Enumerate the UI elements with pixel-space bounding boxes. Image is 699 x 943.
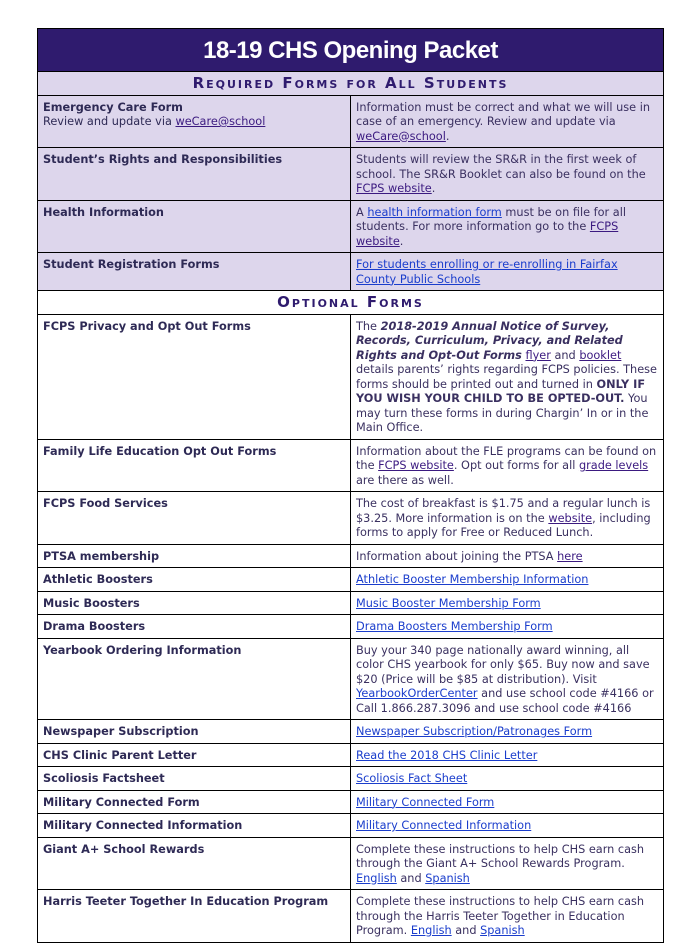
form-title: Family Life Education Opt Out Forms [43,444,277,458]
table-row [38,591,664,615]
link[interactable]: English [410,924,452,937]
link[interactable]: flyer [525,348,551,362]
form-title: Military Connected Information [43,819,243,832]
text: Information must be correct and what we will use in case of an emergency. Review and update via [356,100,651,128]
link[interactable]: Scoliosis Fact Sheet [356,772,468,785]
link[interactable]: FCPS website [378,459,454,472]
text: A [356,205,368,219]
text: , including forms to apply for Free or Reduced Lunch. [356,511,651,539]
link[interactable]: Newspaper Subscription/Patronages Form [356,725,593,738]
table-row [38,720,664,744]
text: details parents’ rights regarding FCPS policies. These forms should be printed out and turned in [356,363,657,391]
form-name [38,439,351,492]
table-row [38,439,664,492]
table-row [38,492,664,545]
form-title: FCPS Privacy and Opt Out Forms [43,319,251,333]
form-name [38,200,351,253]
table-row [38,890,664,943]
form-description [351,439,664,492]
text: Complete these instructions to help CHS earn cash through the Giant A+ School Rewards Program. [356,842,645,870]
table-row [38,743,664,767]
table-row [38,615,664,639]
form-title: Yearbook Ordering Information [43,643,242,657]
table-row [38,767,664,791]
table-row [38,314,664,439]
link[interactable]: health information form [367,205,502,219]
form-description [351,200,664,253]
form-title: FCPS Food Services [43,497,168,510]
form-title: Newspaper Subscription [43,725,199,738]
form-description [351,890,664,943]
form-description [351,767,664,791]
text: You may turn these forms in during Chargin’ In or in the Main Office. [356,392,649,434]
form-description [351,814,664,838]
form-name [38,253,351,291]
form-description [351,591,664,615]
form-description [351,743,664,767]
forms-table [37,28,664,943]
table-row [38,790,664,814]
form-description [351,790,664,814]
table-row [38,837,664,890]
form-title: Scoliosis Factsheet [43,772,165,785]
form-title: PTSA membership [43,549,160,563]
link[interactable]: grade levels [578,459,649,472]
table-row [38,638,664,720]
table-row [38,200,664,253]
opening-packet [37,28,664,943]
form-name [38,720,351,744]
text: and [396,871,426,885]
text: ONLY IF YOU WISH YOUR CHILD TO BE OPTED-OUT. [356,377,646,405]
link[interactable]: booklet [579,348,622,362]
link[interactable]: website [548,511,593,525]
form-name [38,790,351,814]
form-title: Emergency Care Form [43,100,183,114]
link[interactable]: Spanish [480,924,525,937]
text: Students will review the SR&R in the first week of school. The SR&R Booklet can also be found on the [356,153,646,181]
form-name [38,95,351,148]
link[interactable]: Read the 2018 CHS Clinic Letter [356,748,538,762]
text: Buy your 340 page nationally award winning, all color CHS yearbook for only $65. Buy now and save $20 (Price will be $85 at distribution). Visit [356,643,650,686]
form-name [38,492,351,545]
form-subtitle [43,115,345,130]
table-row [38,253,664,291]
form-description [351,253,664,291]
form-description [351,568,664,592]
form-name [38,544,351,568]
form-description [351,837,664,890]
form-name [38,814,351,838]
form-title: Athletic Boosters [43,573,153,586]
form-title: Student’s Rights and Responsibilities [43,153,283,166]
link[interactable]: Spanish [425,871,470,885]
form-title: Drama Boosters [43,620,146,633]
link[interactable]: YearbookOrderCenter [356,687,478,700]
table-row [38,95,664,148]
link[interactable]: Music Booster Membership Form [356,596,541,610]
form-name [38,314,351,439]
text: . Opt out forms for all [453,459,579,472]
text: Complete these instructions to help CHS earn cash through the Harris Teeter Together in Education Program. [356,895,645,937]
link[interactable]: weCare@school [175,115,266,128]
link[interactable]: FCPS website [356,182,432,195]
text: Information about the FLE programs can be found on the [356,444,657,472]
optional-section-header: Optional Forms [38,291,664,315]
text: and [451,924,481,937]
text: Information about joining the PTSA [356,549,558,563]
text: must be on file for all students. For more information go to the [356,205,626,233]
table-row [38,544,664,568]
text: 2018-2019 Annual Notice of Survey, Records, Curriculum, Privacy, and Related Rights and Opt-Out Forms [356,319,623,362]
link[interactable]: Military Connected Form [356,795,495,809]
form-title: Harris Teeter Together In Education Program [43,895,329,908]
form-name [38,767,351,791]
link[interactable]: For students enrolling or re-enrolling in Fairfax County Public Schools [356,258,618,286]
form-description [351,544,664,568]
form-title: Student Registration Forms [43,258,220,271]
link[interactable]: weCare@school [356,129,446,143]
form-description [351,148,664,201]
link[interactable]: Military Connected Information [356,819,532,832]
form-name [38,638,351,720]
form-description [351,638,664,720]
text: . [445,129,450,143]
form-description [351,615,664,639]
form-title: Military Connected Form [43,795,200,809]
form-name [38,615,351,639]
link[interactable]: FCPS website [356,220,619,248]
page-title: 18-19 CHS Opening Packet [38,29,664,72]
form-title: Giant A+ School Rewards [43,842,205,856]
text: Review and update via [43,115,176,128]
form-description [351,492,664,545]
form-description [351,314,664,439]
form-name [38,743,351,767]
form-name [38,591,351,615]
link[interactable]: Athletic Booster Membership Information [356,573,589,586]
form-name [38,568,351,592]
table-row [38,568,664,592]
form-title: Health Information [43,205,164,219]
text: . [399,234,404,248]
form-name [38,890,351,943]
form-description [351,95,664,148]
link[interactable]: here [557,549,583,563]
text: are there as well. [356,473,454,487]
form-name [38,148,351,201]
text: . [431,182,436,195]
form-title: Music Boosters [43,596,140,610]
link[interactable]: Drama Boosters Membership Form [356,620,553,633]
text: The [356,319,381,333]
text: and [550,348,580,362]
form-description [351,720,664,744]
table-row [38,148,664,201]
link[interactable]: English [356,871,397,885]
text: The cost of breakfast is $1.75 and a regular lunch is $3.25. More information is on the [356,497,651,525]
form-title: CHS Clinic Parent Letter [43,748,197,762]
text: and use school code #4166 or Call 1.866.287.3096 and use school code #4166 [356,687,654,715]
required-section-header: Required Forms for All Students [38,72,664,96]
form-name [38,837,351,890]
table-row [38,814,664,838]
